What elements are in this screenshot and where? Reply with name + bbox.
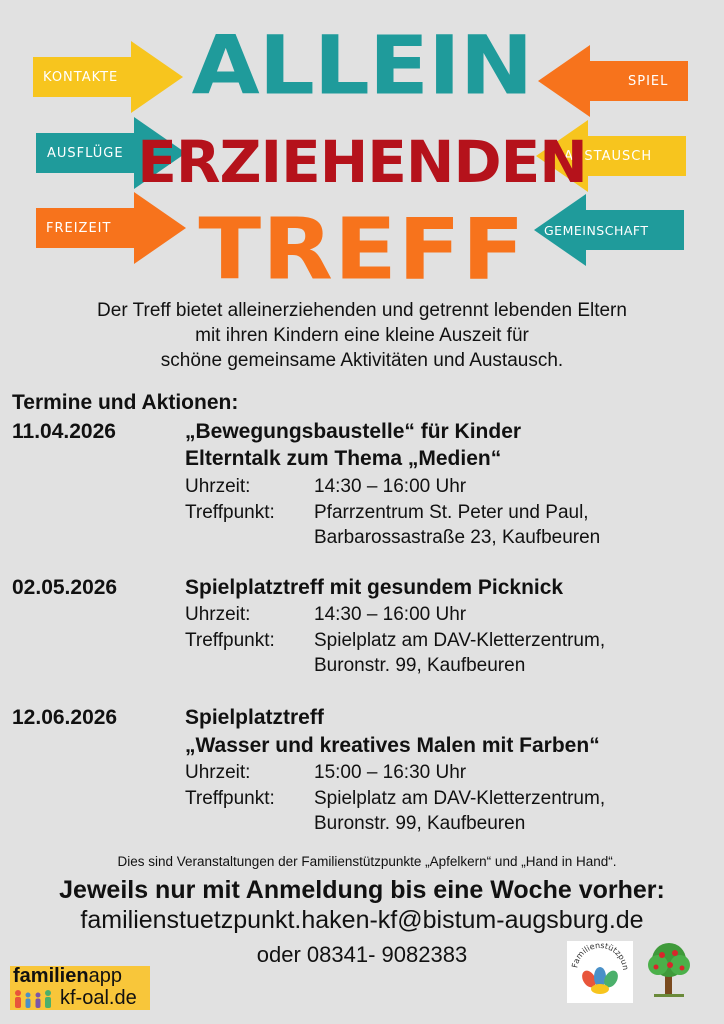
- place-label: Treffpunkt:: [185, 788, 275, 809]
- title-allein: ALLEIN: [191, 18, 533, 113]
- arrow-label: AUSFLÜGE: [47, 145, 124, 161]
- event-time: 14:30 – 16:00 Uhr: [314, 604, 467, 625]
- event-place: Pfarrzentrum St. Peter und Paul,: [314, 502, 589, 523]
- event-title: Spielplatztreff: [185, 706, 324, 729]
- familienstuetzpunkt-logo: [567, 941, 633, 1003]
- event-time: 14:30 – 16:00 Uhr: [314, 476, 467, 497]
- event-title: „Bewegungsbaustelle“ für Kinder: [185, 420, 522, 443]
- familienapp-domain: kf-oal.de: [60, 987, 137, 1009]
- event-title: Spielplatztreff mit gesundem Picknick: [185, 576, 564, 599]
- family-figures-icon: [13, 988, 55, 1008]
- arrow-label: AUSTAUSCH: [564, 148, 653, 164]
- event-place: Buronstr. 99, Kaufbeuren: [314, 813, 526, 834]
- event-time: 15:00 – 16:30 Uhr: [314, 762, 467, 783]
- familienapp-wordmark: familienapp: [13, 965, 122, 987]
- time-label: Uhrzeit:: [185, 604, 251, 625]
- apple-tree-icon: [644, 941, 694, 999]
- event-place: Spielplatz am DAV-Kletterzentrum,: [314, 630, 606, 651]
- arrow-label: FREIZEIT: [46, 220, 112, 236]
- event-date: 11.04.2026: [12, 420, 116, 443]
- title-treff: TREFF: [198, 200, 526, 299]
- event-date: 12.06.2026: [12, 706, 118, 729]
- time-label: Uhrzeit:: [185, 762, 251, 783]
- event-title: Elterntalk zum Thema „Medien“: [185, 447, 502, 470]
- time-label: Uhrzeit:: [185, 476, 251, 497]
- registration-note: Jeweils nur mit Anmeldung bis eine Woche vorher:: [59, 876, 665, 904]
- contact-phone: oder 08341- 9082383: [256, 942, 468, 967]
- intro-text: [20, 298, 704, 373]
- event-title: „Wasser und kreatives Malen mit Farben“: [185, 734, 600, 757]
- section-title: Termine und Aktionen:: [12, 391, 239, 414]
- event-date: 02.05.2026: [12, 576, 118, 599]
- event-place: Barbarossastraße 23, Kaufbeuren: [314, 527, 601, 548]
- title-erziehenden: ERZIEHENDEN: [137, 128, 587, 196]
- event-place: Spielplatz am DAV-Kletterzentrum,: [314, 788, 606, 809]
- organizer-note: Dies sind Veranstaltungen der Familienstützpunkte „Apfelkern“ und „Hand in Hand“.: [117, 854, 617, 869]
- place-label: Treffpunkt:: [185, 502, 275, 523]
- event-place: Buronstr. 99, Kaufbeuren: [314, 655, 526, 676]
- arrow-label: SPIEL: [628, 73, 669, 89]
- arrow-label: KONTAKTE: [43, 69, 119, 85]
- intro-line: schöne gemeinsame Aktivitäten und Austausch.: [160, 350, 564, 371]
- svg-text:Familienstützpunkt: Familienstützpun: [570, 941, 631, 971]
- place-label: Treffpunkt:: [185, 630, 275, 651]
- intro-line: mit ihren Kindern eine kleine Auszeit für: [195, 325, 529, 346]
- intro-line: Der Treff bietet alleinerziehenden und getrennt lebenden Eltern: [97, 300, 627, 321]
- familienapp-logo[interactable]: [10, 966, 150, 1010]
- arrow-label: GEMEINSCHAFT: [544, 222, 649, 238]
- contact-email[interactable]: familienstuetzpunkt.haken-kf@bistum-augsburg.de: [80, 906, 644, 934]
